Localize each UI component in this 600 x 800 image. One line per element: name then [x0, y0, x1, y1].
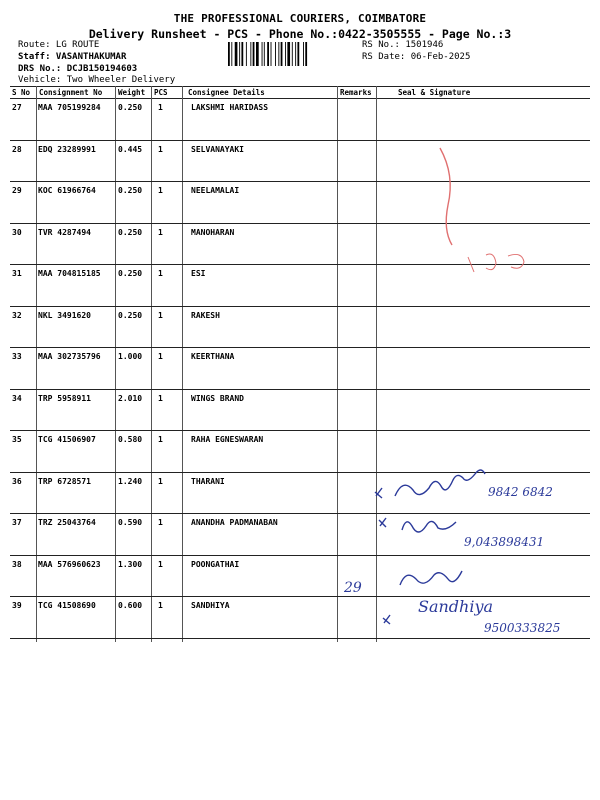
cell-consignee: RAKESH [191, 310, 220, 320]
tick-mark [379, 518, 386, 527]
column-header-remarks: Remarks [340, 88, 372, 97]
cell-consignment-no: NKL 3491620 [38, 310, 91, 320]
cell-weight: 0.600 [118, 601, 143, 610]
signature-scribble [402, 521, 456, 532]
cell-consignment-no: MAA 302735796 [38, 352, 101, 361]
cell-consignee: ANANDHA PADMANABAN [191, 518, 278, 527]
cell-consignment-no: TCG 41508690 [38, 601, 96, 610]
cell-weight: 0.590 [118, 518, 143, 527]
cell-consignee: SELVANAYAKI [191, 144, 244, 154]
pen-mark [486, 254, 496, 270]
cell-consignee: LAKSHMI HARIDASS [191, 103, 269, 112]
staff-label: Staff: VASANTHAKUMAR [18, 52, 127, 62]
cell-sno: 29 [12, 186, 22, 195]
cell-consignee: ESI [191, 269, 206, 278]
pen-mark [508, 254, 524, 268]
cell-pcs: 1 [158, 393, 163, 403]
cell-consignment-no: MAA 705199284 [38, 103, 101, 112]
cell-sno: 39 [12, 601, 22, 610]
cell-weight: 0.580 [118, 435, 143, 444]
vehicle-label: Vehicle: Two Wheeler Delivery [18, 75, 176, 85]
cell-weight: 0.445 [118, 144, 143, 154]
cell-weight: 0.250 [118, 103, 143, 112]
cell-pcs: 1 [158, 559, 163, 569]
column-header-signature: Seal & Signature [398, 88, 471, 97]
cell-weight: 0.250 [118, 186, 143, 195]
cell-pcs: 1 [158, 601, 163, 610]
signature-scribble [400, 571, 462, 585]
company-title: THE PROFESSIONAL COURIERS, COIMBATORE [173, 12, 427, 25]
cell-weight: 0.250 [118, 227, 143, 237]
cell-pcs: 1 [158, 227, 163, 237]
column-header-pcs: PCS [154, 88, 168, 97]
signature-39-phone: 9500333825 [484, 621, 561, 635]
cell-consignment-no: TRP 6728571 [38, 476, 91, 486]
cell-consignee: KEERTHANA [191, 352, 235, 361]
pen-mark [440, 148, 452, 245]
cell-consignment-no: KOC 61966764 [38, 186, 96, 195]
cell-consignee: NEELAMALAI [191, 186, 240, 195]
cell-consignee: THARANI [191, 476, 225, 486]
signature-36-phone: 9842 6842 [488, 485, 553, 499]
cell-sno: 30 [12, 227, 22, 237]
drs-number: DRS No.: DCJB150194603 [18, 64, 138, 74]
cell-pcs: 1 [158, 144, 163, 154]
cell-sno: 35 [12, 435, 22, 444]
cell-consignment-no: TRZ 25043764 [38, 518, 96, 527]
cell-pcs: 1 [158, 518, 163, 527]
cell-consignment-no: TVR 4287494 [38, 227, 91, 237]
cell-weight: 1.300 [118, 559, 143, 569]
tick-mark [383, 615, 390, 624]
rs-number: RS No.: 1501946 [362, 40, 444, 50]
cell-consignee: WINGS BRAND [191, 393, 244, 403]
cell-pcs: 1 [158, 435, 163, 444]
cell-consignee: MANOHARAN [191, 227, 235, 237]
cell-consignment-no: MAA 576960623 [38, 559, 101, 569]
cell-weight: 0.250 [118, 269, 143, 278]
cell-consignment-no: EDQ 23289991 [38, 144, 96, 154]
cell-sno: 31 [12, 269, 22, 278]
cell-consignee: RAHA EGNESWARAN [191, 435, 264, 444]
cell-pcs: 1 [158, 476, 163, 486]
cell-consignment-no: TRP 5958911 [38, 393, 91, 403]
pen-mark [468, 257, 474, 272]
cell-weight: 2.010 [118, 393, 143, 403]
runsheet-subtitle: Delivery Runsheet - PCS - Phone No.:0422-3505555 - Page No.:3 [88, 27, 512, 41]
cell-pcs: 1 [158, 186, 163, 195]
column-header-weight: Weight [118, 88, 146, 97]
cell-weight: 1.240 [118, 476, 143, 486]
cell-pcs: 1 [158, 310, 163, 320]
rs-date: RS Date: 06-Feb-2025 [362, 52, 471, 62]
cell-weight: 1.000 [118, 352, 143, 361]
tick-mark [375, 488, 382, 498]
signature-scribble [395, 470, 485, 496]
cell-pcs: 1 [158, 103, 163, 112]
cell-consignment-no: MAA 704815185 [38, 269, 101, 278]
cell-weight: 0.250 [118, 310, 143, 320]
cell-sno: 37 [12, 518, 22, 527]
remark-38: 29 [344, 580, 362, 596]
cell-sno: 36 [12, 476, 22, 486]
column-header-consignment: Consignment No [39, 88, 103, 97]
cell-sno: 32 [12, 310, 22, 320]
column-header-sno: S No [12, 88, 31, 97]
column-header-consignee: Consignee Details [188, 88, 265, 97]
cell-consignee: POONGATHAI [191, 559, 240, 569]
cell-consignee: SANDHIYA [191, 601, 230, 610]
cell-sno: 27 [12, 103, 22, 112]
signature-39-name: Sandhiya [418, 597, 494, 616]
cell-consignment-no: TCG 41506907 [38, 435, 96, 444]
cell-sno: 38 [12, 559, 22, 569]
cell-pcs: 1 [158, 352, 163, 361]
cell-pcs: 1 [158, 269, 163, 278]
cell-sno: 28 [12, 144, 22, 154]
signature-37-phone: 9,043898431 [464, 535, 545, 549]
cell-sno: 34 [12, 393, 22, 403]
route-label: Route: LG ROUTE [18, 40, 100, 50]
cell-sno: 33 [12, 352, 22, 361]
